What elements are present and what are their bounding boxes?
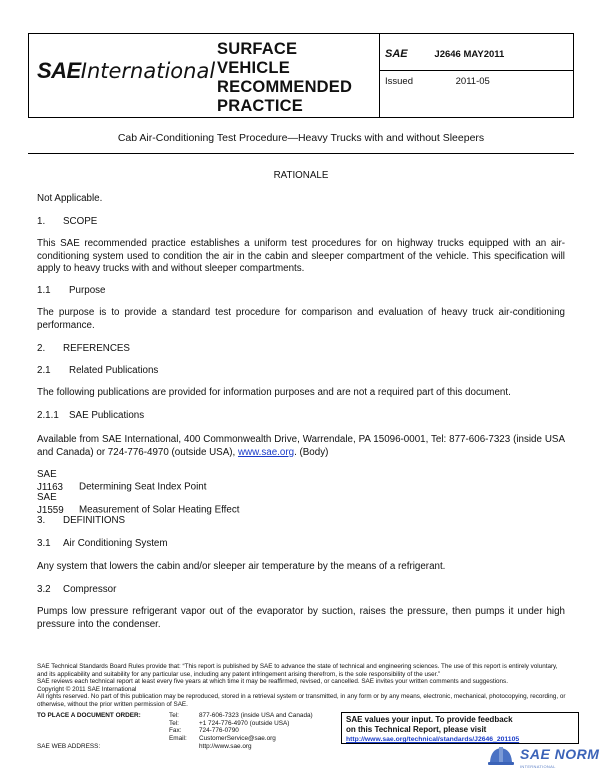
air-conditioning-definition: Any system that lowers the cabin and/or sleeper air temperature by the means of a refrigerant. xyxy=(37,561,446,572)
feedback-line: on this Technical Report, please visit xyxy=(346,724,487,734)
purpose-text: The purpose is to provide a standard test procedure for comparison and evaluation of heavy truck air-conditioning performance. xyxy=(37,307,565,331)
title-rule xyxy=(28,153,574,154)
reference-item xyxy=(37,492,565,517)
document-title: Cab Air-Conditioning Test Procedure—Heavy Trucks with and without Sleepers xyxy=(117,132,485,144)
feedback-link[interactable]: http://www.sae.org/technical/standards/J2646_201105 xyxy=(346,736,520,743)
header-divider-vertical xyxy=(379,34,380,117)
section-heading-purpose: 1.1 Purpose xyxy=(37,285,106,296)
order-label: TO PLACE A DOCUMENT ORDER: xyxy=(37,712,141,719)
hard-hat-icon xyxy=(486,742,516,770)
sae-norm-watermark xyxy=(486,740,600,776)
reference-code: SAE J1559 xyxy=(37,492,64,516)
issued-label: Issued xyxy=(385,76,413,87)
reference-title: Determining Seat Index Point xyxy=(79,481,207,493)
feedback-line: SAE values your input. To provide feedback xyxy=(346,715,513,724)
watermark-subtext: INTERNATIONAL xyxy=(520,764,556,769)
contact-value: +1 724-776-4970 (outside USA) xyxy=(199,719,290,727)
contact-key: Fax: xyxy=(169,727,182,735)
footer-legal xyxy=(37,663,567,709)
footer-review: SAE reviews each technical report at least every five years at which time it may be reaffirmed, revised, or cancelled. SAE invites your written comments and suggestions. xyxy=(37,678,508,686)
issued-date: 2011-05 xyxy=(455,76,490,87)
section-heading-references: 2. REFERENCES xyxy=(37,343,130,354)
watermark-text: SAE NORM xyxy=(520,746,600,762)
header-divider-horizontal xyxy=(379,70,573,71)
issued-block xyxy=(385,76,490,87)
doc-type-line: VEHICLE xyxy=(217,59,290,77)
doc-type-line: SURFACE xyxy=(217,40,298,58)
doc-type-line: PRACTICE xyxy=(217,97,303,115)
document-number: J2646 MAY2011 xyxy=(434,49,505,60)
section-heading-scope: 1. SCOPE xyxy=(37,216,98,227)
contact-key: Email: xyxy=(169,734,187,742)
contact-email[interactable]: CustomerService@sae.org xyxy=(199,734,276,742)
reference-code: SAE J1163 xyxy=(37,469,63,493)
footer-copyright: Copyright © 2011 SAE International xyxy=(37,685,137,693)
logo-sae-text: SAE xyxy=(37,58,81,83)
availability-text: Available from SAE International, 400 Commonwealth Drive, Warrendale, PA 15096-0001, Tel: 877-606-7323 (inside USA and Canada) or 724-776-4970 (outside USA), www.sae.org. (Body) xyxy=(37,434,565,458)
related-publications-text: The following publications are provided for information purposes and are not a required part of this document. xyxy=(37,387,511,398)
web-address-value[interactable]: http://www.sae.org xyxy=(199,743,252,750)
sae-international-logo xyxy=(37,58,215,84)
compressor-definition: Pumps low pressure refrigerant vapor out of the evaporator by suction, raises the pressure, then pumps it under high pressure into the condenser. xyxy=(37,606,565,630)
section-heading-compressor: 3.2 Compressor xyxy=(37,584,117,595)
web-address-label: SAE WEB ADDRESS: xyxy=(37,743,101,750)
footer-rights: All rights reserved. No part of this publication may be reproduced, stored in a retrieval system or transmitted, in any form or by any means, electronic, mechanical, photocopying, recording, or otherwise, without the prior written permission of SAE. xyxy=(37,693,566,708)
doc-type-line: RECOMMENDED xyxy=(217,78,353,96)
rationale-text: Not Applicable. xyxy=(37,193,103,204)
sae-website-link[interactable]: www.sae.org xyxy=(237,446,295,458)
sae-mark: SAE xyxy=(385,48,408,60)
section-heading-related-publications: 2.1 Related Publications xyxy=(37,365,159,376)
section-heading-sae-publications: 2.1.1 SAE Publications xyxy=(37,410,145,421)
rationale-heading: RATIONALE xyxy=(273,170,329,181)
contact-key: Tel: xyxy=(169,719,179,727)
document-number-block xyxy=(385,48,504,60)
document-header xyxy=(28,33,574,118)
reference-item xyxy=(37,469,565,494)
footer-policy: SAE Technical Standards Board Rules provide that: “This report is published by SAE to advance the state of technical and engineering sciences. The use of this report is entirely voluntary, and its applicability and suitability for any particular use, including any patent infringement arising therefrom, is the sole responsibility of the user.” xyxy=(37,663,558,678)
reference-title: Measurement of Solar Heating Effect xyxy=(79,504,240,516)
scope-text: This SAE recommended practice establishes a uniform test procedures for on highway trucks equipped with an air-conditioning system used to condition the air in the cabin and sleeper compartment of the vehicle. This specification will apply to heavy trucks with and without sleeper compartments. xyxy=(37,238,565,274)
contact-value: 877-606-7323 (inside USA and Canada) xyxy=(199,712,313,719)
section-heading-air-conditioning-system: 3.1 Air Conditioning System xyxy=(37,538,168,549)
contact-value: 724-776-0790 xyxy=(199,727,239,735)
section-heading-definitions: 3. DEFINITIONS xyxy=(37,515,126,526)
contact-key: Tel: xyxy=(169,712,179,719)
logo-international-text: International xyxy=(80,59,216,83)
document-type xyxy=(217,40,377,116)
